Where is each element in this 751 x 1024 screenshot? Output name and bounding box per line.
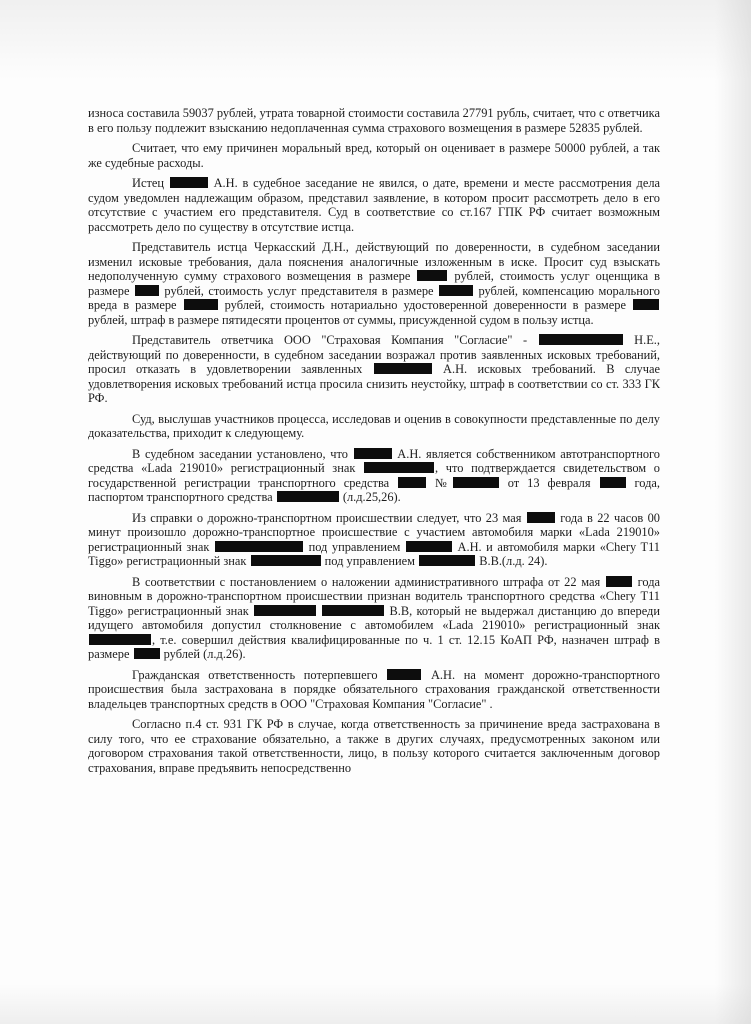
text-segment: Представитель ответчика ООО "Страховая Компания "Согласие" -	[132, 333, 538, 347]
document-body	[88, 106, 660, 781]
text-segment: года в 22 часов 00 минут произошло дорожно-транспортное происшествие с участием автомобиля марки «Lada 219010» регистрационный знак	[88, 510, 661, 554]
redaction-bar	[134, 648, 160, 659]
text-segment: под управлением	[304, 539, 405, 554]
text-segment: года, паспортом транспортного средства	[88, 475, 660, 504]
text-segment: рублей, стоимость услуг представителя в размере	[159, 283, 438, 298]
redaction-bar	[417, 270, 447, 281]
paragraph-plaintiff-representative	[88, 240, 660, 327]
paragraph-civil-code-931: Согласно п.4 ст. 931 ГК РФ в случае, когда ответственность за причинение вреда застрахована в силу того, что ее страхование обязательно, а также в других случаях, предусмотренных законом или договором страхования такой ответственности, лицо, в пользу которого считается заключенным договор страхования, вправе предъявить непосредственно	[88, 717, 660, 775]
text-segment: рублей, компенсацию морального вреда в размере	[88, 283, 660, 312]
text-segment: , т.е. совершил действия квалифицированные по ч. 1 ст. 12.15 КоАП РФ, назначен штраф в размере	[88, 632, 660, 661]
redaction-bar	[527, 512, 555, 523]
redaction-bar	[254, 605, 316, 616]
redaction-bar	[251, 555, 321, 566]
paragraph-damage-amounts: износа составила 59037 рублей, утрата товарной стоимости составила 27791 рубль, считает, что с ответчика в его пользу подлежит взысканию недоплаченная сумма страхового возмещения в размере 52835 рублей.	[88, 106, 660, 135]
text-segment: Представитель истца Черкасский Д.Н., действующий по доверенности, в судебном заседании изменил исковые требования, дала пояснения аналогичные изложенным в иске. Просит суд взыскать недополученную сумму страхового возмещения в размере	[88, 240, 660, 283]
text-segment: рублей (л.д.26).	[160, 647, 246, 661]
text-segment: А.Н. является собственником автотранспортного средства «Lada 219010» регистрационный знак	[88, 446, 660, 475]
redaction-bar	[387, 669, 421, 680]
redaction-bar	[184, 299, 218, 310]
redaction-bar	[374, 363, 432, 374]
text-segment: рублей, штраф в размере пятидесяти процентов от суммы, присужденной судом в пользу истца.	[88, 312, 594, 327]
paragraph-court-conclusion: Суд, выслушав участников процесса, исследовав и оценив в совокупности представленные по делу доказательства, приходит к следующему.	[88, 411, 660, 440]
paragraph-plaintiff-absent	[88, 176, 660, 234]
redaction-bar	[322, 605, 384, 616]
text-segment: В.В, который не выдержал дистанцию до впереди идущего автомобиля допустил столкновение с автомобилем «Lada 219010» регистрационный знак	[88, 603, 660, 632]
text-segment	[317, 604, 321, 618]
scan-shadow-right	[715, 0, 751, 1024]
text-segment: А.Н. на момент дорожно-транспортного происшествия была застрахована в порядке обязательного страхования гражданской ответственности владельцев транспортных средств в ООО "Страховая Компания "Согласие" .	[88, 667, 660, 711]
redaction-bar	[215, 541, 303, 552]
text-segment: №	[427, 475, 452, 490]
text-segment: Истец	[132, 176, 169, 190]
redaction-bar	[406, 541, 452, 552]
paragraph-accident-report	[88, 511, 660, 569]
redaction-bar	[633, 299, 659, 310]
redaction-bar	[419, 555, 475, 566]
text-segment: Н.Е., действующий по доверенности, в судебном заседании возражал против заявленных исковых требований, просил отказать в удовлетворении заявленных	[88, 333, 660, 376]
redaction-bar	[170, 177, 208, 188]
paragraph-vehicle-ownership	[88, 447, 660, 505]
redaction-bar	[539, 334, 623, 345]
text-segment: (л.д.25,26).	[339, 490, 401, 504]
text-segment: , что подтверждается свидетельством о государственной регистрации транспортного средства	[88, 461, 661, 490]
text-segment: рублей, стоимость нотариально удостоверенной доверенности в размере	[218, 298, 633, 312]
redaction-bar	[600, 477, 626, 488]
redaction-bar	[364, 462, 434, 473]
text-segment: А.Н. и автомобиля марки «Chery T11 Tiggo» регистрационный знак	[88, 539, 660, 568]
paragraph-administrative-fine	[88, 575, 660, 662]
text-segment: под управлением	[321, 554, 419, 568]
paragraph-defendant-representative	[88, 333, 660, 406]
text-segment: рублей, стоимость услуг оценщика в размере	[88, 269, 660, 298]
paragraph-moral-damage: Считает, что ему причинен моральный вред, который он оценивает в размере 50000 рублей, а так же судебные расходы.	[88, 141, 660, 170]
text-segment: от 13 февраля	[499, 475, 599, 490]
text-segment: Гражданская ответственность потерпевшего	[132, 667, 387, 682]
scan-shadow-top	[0, 0, 751, 80]
redaction-bar	[277, 491, 339, 502]
redaction-bar	[135, 285, 159, 296]
redaction-bar	[354, 448, 392, 459]
text-segment: В соответствии с постановлением о наложении административного штрафа от 22 мая	[132, 574, 605, 589]
text-segment: В судебном заседании установлено, что	[132, 446, 353, 461]
text-segment: А.Н. в судебное заседание не явился, о дате, времени и месте рассмотрения дела судом уведомлен надлежащим образом, представил заявление, в котором просит рассмотреть дело в его отсутствие с участием его представителя. Суд в соответствие со ст.167 ГПК РФ считает возможным рассмотреть дело по существу в отсутствие истца.	[88, 176, 661, 234]
redaction-bar	[439, 285, 473, 296]
paragraph-civil-liability	[88, 668, 660, 712]
text-segment: года виновным в дорожно-транспортном происшествии признан водитель транспортного средства «Chery T11 Tiggo» регистрационный знак	[88, 574, 661, 618]
redaction-bar	[89, 634, 151, 645]
text-segment: Из справки о дорожно-транспортном происшествии следует, что 23 мая	[132, 510, 526, 525]
redaction-bar	[453, 477, 499, 488]
text-segment: В.В.(л.д. 24).	[476, 554, 548, 568]
redaction-bar	[606, 576, 632, 587]
text-segment: А.Н. исковых требований. В случае удовлетворения исковых требований истца просила снизить неустойку, штраф в соответствии со ст. 333 ГК РФ.	[88, 362, 660, 405]
redaction-bar	[398, 477, 426, 488]
scan-shadow-bottom	[0, 984, 751, 1024]
